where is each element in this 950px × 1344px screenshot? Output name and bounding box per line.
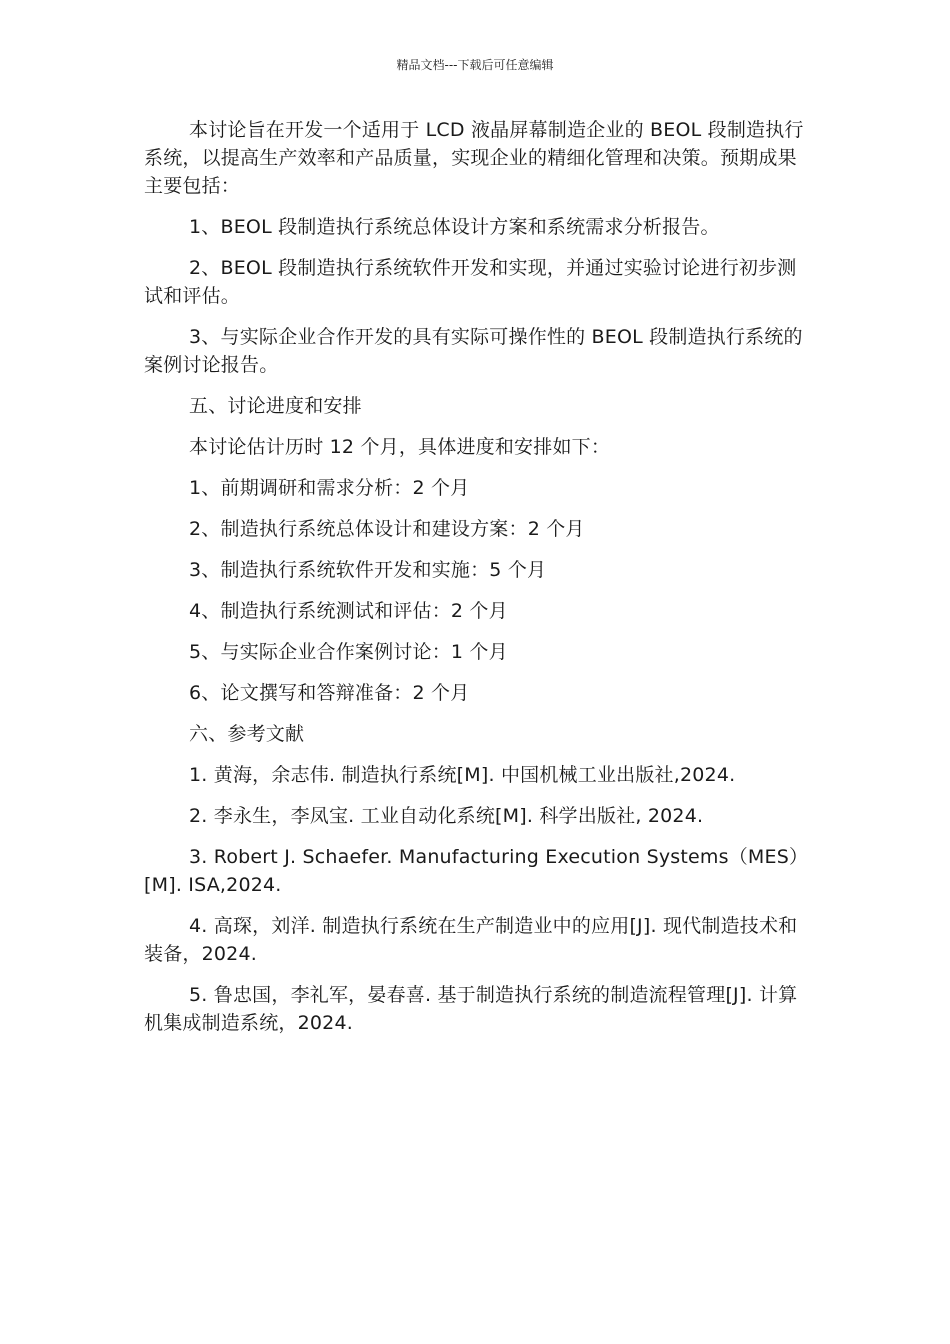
schedule-item: 5、与实际企业合作案例讨论：1 个月 xyxy=(189,641,508,663)
section-heading: 六、参考文献 xyxy=(189,723,305,745)
reference-item: 1. 黄海，余志伟. 制造执行系统[M]. 中国机械工业出版社,2024. xyxy=(189,764,736,786)
schedule-item: 4、制造执行系统测试和评估：2 个月 xyxy=(189,600,508,622)
reference-item: 2. 李永生，李凤宝. 工业自动化系统[M]. 科学出版社, 2024. xyxy=(189,805,704,827)
schedule-intro: 本讨论估计历时 12 个月，具体进度和安排如下： xyxy=(189,436,611,458)
schedule-item: 3、制造执行系统软件开发和实施：5 个月 xyxy=(189,559,547,581)
schedule-item: 6、论文撰写和答辩准备：2 个月 xyxy=(189,682,470,704)
document-body xyxy=(144,116,806,1050)
schedule-item: 2、制造执行系统总体设计和建设方案：2 个月 xyxy=(189,518,585,540)
outcome-item: 1、BEOL 段制造执行系统总体设计方案和系统需求分析报告。 xyxy=(189,216,720,238)
schedule-item: 1、前期调研和需求分析：2 个月 xyxy=(189,477,470,499)
outcome-item: 3、与实际企业合作开发的具有实际可操作性的 BEOL 段制造执行系统的案例讨论报告。 xyxy=(144,326,803,376)
reference-item: 3. Robert J. Schaefer. Manufacturing Execution Systems（MES）[M]. ISA,2024. xyxy=(144,846,799,896)
reference-item: 5. 鲁忠国，李礼军，晏春喜. 基于制造执行系统的制造流程管理[J]. 计算机集成制造系统，2024. xyxy=(144,984,798,1034)
reference-item: 4. 高琛，刘洋. 制造执行系统在生产制造业中的应用[J]. 现代制造技术和装备，2024. xyxy=(144,915,798,965)
intro-paragraph: 本讨论旨在开发一个适用于 LCD 液晶屏幕制造企业的 BEOL 段制造执行系统，以提高生产效率和产品质量，实现企业的精细化管理和决策。预期成果主要包括： xyxy=(144,119,804,197)
page-header: 精品文档---下载后可任意编辑 xyxy=(396,58,554,72)
section-heading: 五、讨论进度和安排 xyxy=(189,395,362,417)
outcome-item: 2、BEOL 段制造执行系统软件开发和实现，并通过实验讨论进行初步测试和评估。 xyxy=(144,257,797,307)
